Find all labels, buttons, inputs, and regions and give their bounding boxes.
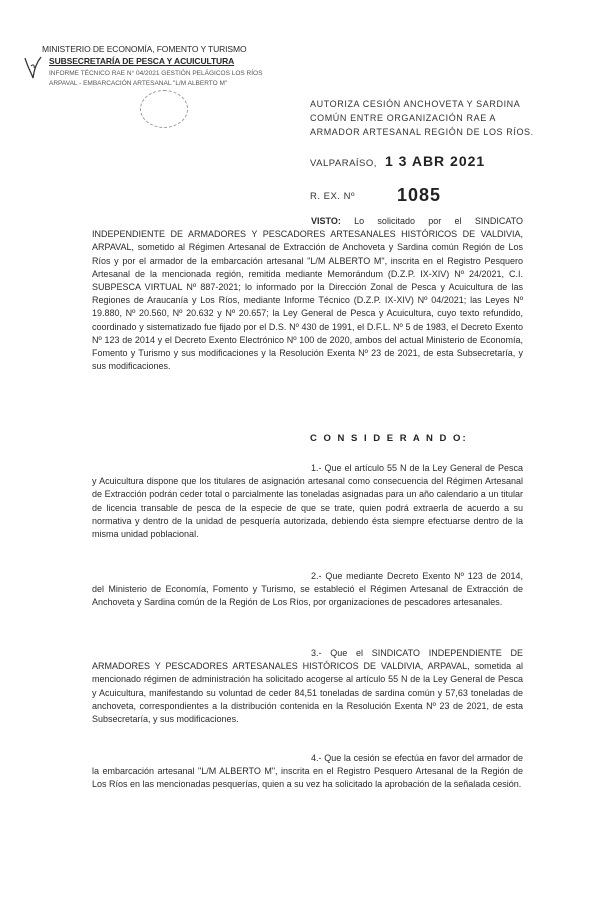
considerando-item-3 [92,647,523,726]
resolution-date: 1 3 ABR 2021 [385,153,486,169]
item-2-opening: 2.- Que mediante Decreto Exento Nº 123 de [311,571,497,581]
signature-mark [22,54,44,82]
resolution-number: 1085 [397,185,442,205]
considerando-item-2 [92,570,523,610]
considerando-item-4 [92,752,523,792]
ministry-name: MINISTERIO DE ECONOMÍA, FOMENTO Y TURISMO [42,44,247,54]
item-1-opening: 1.- Que el artículo 55 N de la Ley General de [311,463,495,473]
subsecretaria-name: SUBSECRETARÍA DE PESCA Y ACUICULTURA [49,56,235,66]
resolution-number-label: R. EX. Nº [310,191,355,202]
item-3-opening: 3.- Que el SINDICATO INDEPENDIENTE DE [311,648,523,658]
item-3-text: ARMADORES Y PESCADORES ARTESANALES HISTÓRICOS DE VALDIVIA, ARPAVAL, sometida al mencionado régimen de administración ha solicitado acogerse al artículo 55 N de la Ley General de Pesca y Acuicultura, manifestando su voluntad de ceder 84,51 toneladas de sardina común y 57,63 toneladas de anchoveta, correspondientes a la distribución contenida en la Resolución Exenta Nº 23 de 2021, de esta Subsecretaría, y sus modificaciones. [92,661,523,725]
visto-text: Lo solicitado por el SINDICATO INDEPENDIENTE DE ARMADORES Y PESCADORES ARTESANALES HISTÓRICOS DE VALDIVIA, ARPAVAL, sometido al Régimen Artesanal de Extracción de Anchoveta y Sardina común Región de Los Ríos y por el armador de la embarcación artesanal "L/M ALBERTO M", inscrita en el Registro Pesquero Artesanal de la mencionada región, remitida mediante Memorándum (D.Z.P. IX-XIV) Nº 24/2021, C.I. SUBPESCA VIRTUAL Nº 887-2021; lo informado por la Dirección Zonal de Pesca y Acuicultura de las Regiones de Araucanía y Los Ríos, mediante Informe Técnico (D.Z.P. IX-XIV) Nº 04/2021; las Leyes Nº 19.880, Nº 20.560, Nº 20.632 y Nº 20.657; la Ley General de Pesca y Acuicultura, cuyo texto refundido, coordinado y sistematizado fue fijado por el D.S. Nº 430 de 1991, el D.F.L. Nº 5 de 1983, el Decreto Exento Nº 123 de 2014 y el Decreto Exento Electrónico Nº 100 de 2020, ambos del actual Ministerio de Economía, Fomento y Turismo y sus modificaciones y la Resolución Exenta Nº 23 de 2021, de esta Subsecretaría, y sus modificaciones. [92,216,523,372]
visto-paragraph [92,215,523,373]
document-title: AUTORIZA CESIÓN ANCHOVETA Y SARDINA COMÚN ENTRE ORGANIZACIÓN RAE A ARMADOR ARTESANAL REGIÓN DE LOS RÍOS. [310,99,534,137]
place-label: VALPARAÍSO, [310,158,377,169]
considerando-heading: C O N S I D E R A N D O: [310,433,468,444]
item-4-text: armador de la embarcación artesanal "L/M ALBERTO M", inscrita en el Registro Pesquero Artesanal de la Región de Los Ríos en las mencionadas pesquerías, quien a su vez ha solicitado la aprobación de la señalada cesión. [92,753,523,790]
item-4-opening: 4.- Que la cesión se efectúa en favor del [311,753,475,763]
item-1-text: Pesca y Acuicultura dispone que los titulares de asignación artesanal como consecuencia del Régimen Artesanal de Extracción podrán ceder total o parcialmente las toneladas asignadas para un año calendario a un titular de licencia transable de pesca de la especie de que se trate, quien podrá extraerla de acuerdo a su normativa y dentro de la unidad de pesquería autorizada, debiendo ésta siempre efectuarse dentro de la misma unidad poblacional. [92,463,523,540]
visto-label: VISTO: [311,216,341,226]
header-reference-1: INFORME TÉCNICO RAE N° 04/2021 GESTIÓN PELÁGICOS LOS RÍOS [49,70,263,77]
item-2-text: 2014, del Ministerio de Economía, Fomento y Turismo, se estableció el Régimen Artesanal de Extracción de Anchoveta y Sardina común de la Región de Los Ríos, por organizaciones de pescadores artesanales. [92,571,523,608]
considerando-item-1 [92,462,523,541]
stamp-seal [140,90,188,128]
header-reference-2: ARPAVAL - EMBARCACIÓN ARTESANAL "L/M ALBERTO M" [49,80,228,87]
